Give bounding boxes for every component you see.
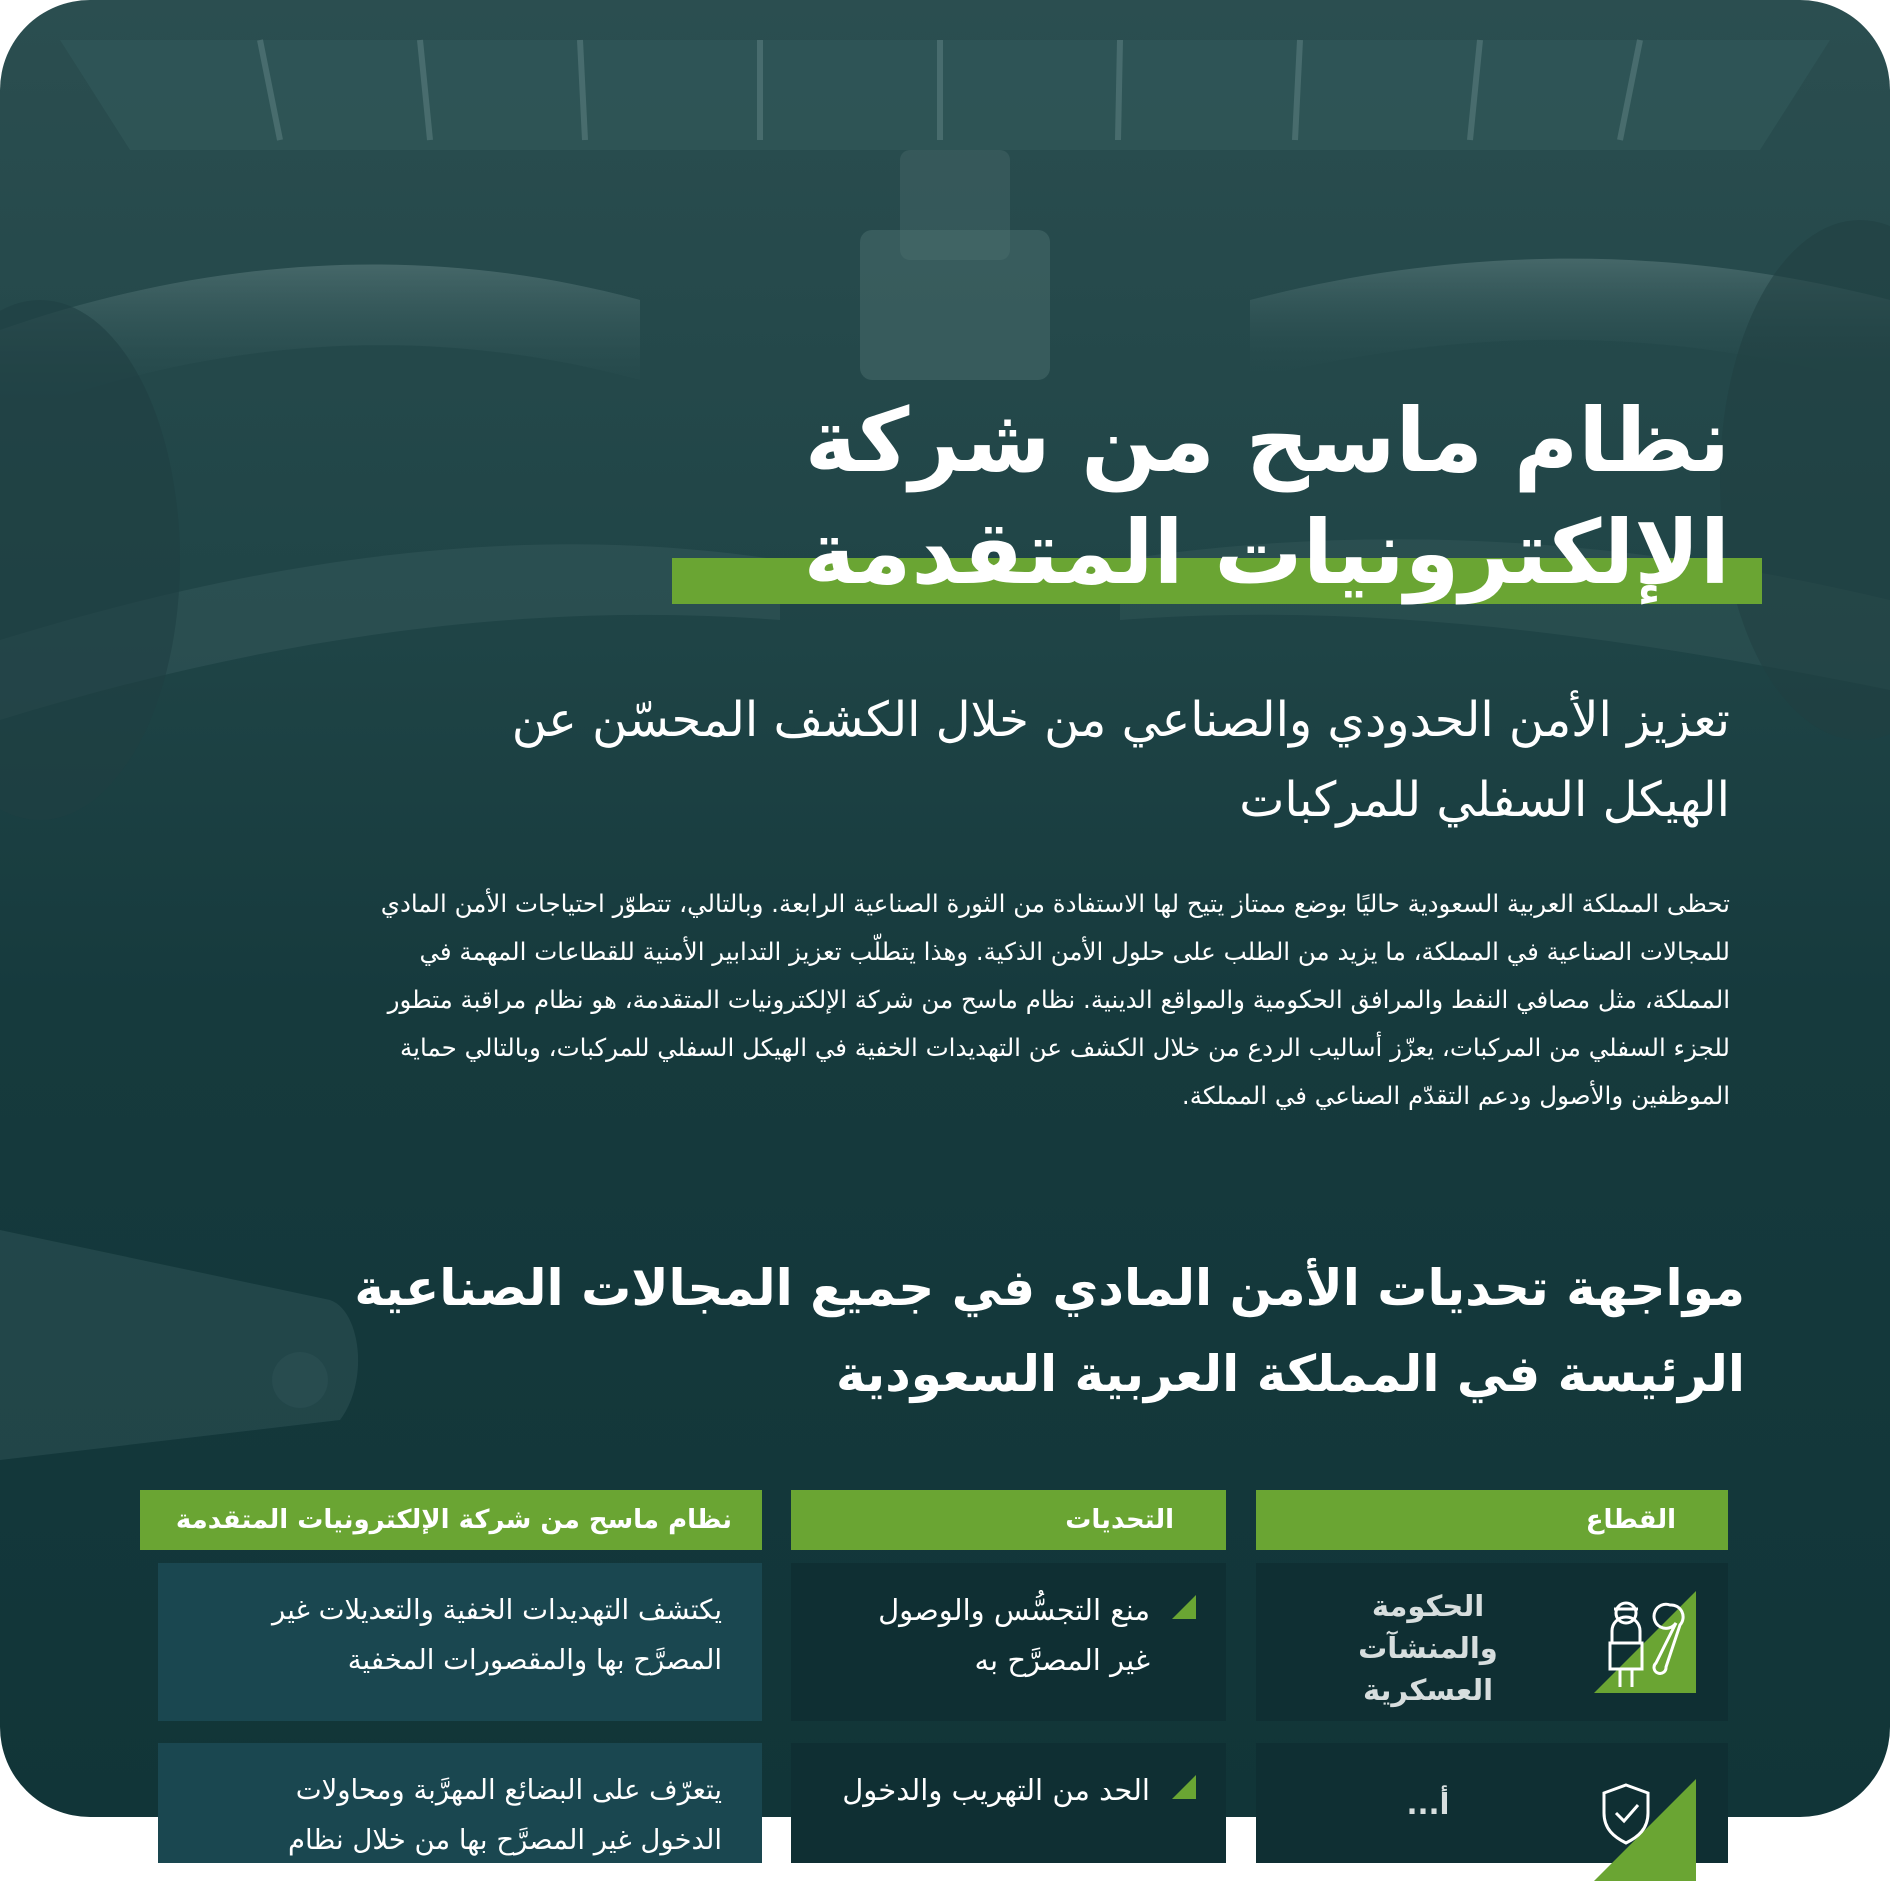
triangle-bullet-icon xyxy=(1172,1595,1196,1619)
engineer-wrench-icon xyxy=(1586,1583,1696,1693)
intro-paragraph xyxy=(130,880,1730,1120)
table-header-challenges: التحديات xyxy=(791,1490,1226,1550)
challenge-line: الحد من التهريب والدخول xyxy=(842,1773,1150,1807)
system-description xyxy=(182,1765,722,1865)
triangle-bullet-icon xyxy=(1172,1775,1196,1799)
table-cell-challenge xyxy=(791,1743,1226,1863)
system-line: يتعرّف على البضائع المهرَّبة ومحاولات xyxy=(295,1774,722,1806)
sector-label-line: أ... xyxy=(1406,1787,1450,1821)
intro-line: المملكة، مثل مصافي النفط والمرافق الحكومية والمواقع الدينية. نظام ماسح من شركة الإلكترونيات المتقدمة، هو نظام مراقبة متطور xyxy=(387,985,1730,1014)
system-line: يكتشف التهديدات الخفية والتعديلات غير xyxy=(272,1594,722,1626)
challenge-item xyxy=(816,1765,1196,1815)
title-line-1: نظام ماسح من شركة xyxy=(804,389,1730,492)
section-heading-line-2: الرئيسة في المملكة العربية السعودية xyxy=(836,1345,1745,1403)
intro-line: للمجالات الصناعية في المملكة، ما يزيد من الطلب على حلول الأمن الذكية. وهذا يتطلّب تعزيز التدابير الأمنية للقطاعات المهمة في xyxy=(419,937,1730,966)
system-line: المصرَّح بها والمقصورات المخفية xyxy=(347,1644,722,1676)
sector-label-line: العسكرية xyxy=(1362,1673,1494,1707)
sector-label xyxy=(1308,1585,1548,1711)
challenge-line: منع التجسُّس والوصول xyxy=(878,1593,1150,1627)
system-description xyxy=(182,1585,722,1685)
shield-check-icon xyxy=(1586,1771,1696,1881)
sector-label-line: الحكومة xyxy=(1371,1589,1485,1623)
table-header-sector: القطاع xyxy=(1256,1490,1728,1550)
page-subtitle xyxy=(310,680,1730,840)
table-cell-sector xyxy=(1256,1563,1728,1721)
sector-label-line: والمنشآت xyxy=(1358,1631,1498,1665)
system-line: الدخول غير المصرَّح بها من خلال نظام xyxy=(287,1824,722,1856)
section-heading xyxy=(125,1245,1745,1417)
section-heading-line-1: مواجهة تحديات الأمن المادي في جميع المجالات الصناعية xyxy=(354,1259,1745,1317)
table-header-system: نظام ماسح من شركة الإلكترونيات المتقدمة xyxy=(140,1490,762,1550)
table-cell-challenge xyxy=(791,1563,1226,1721)
subtitle-line-2: الهيكل السفلي للمركبات xyxy=(1239,772,1730,828)
intro-line: للجزء السفلي من المركبات، يعزّز أساليب الردع من خلال الكشف عن التهديدات الخفية في الهيكل السفلي للمركبات، وبالتالي حماية xyxy=(400,1033,1730,1062)
table-cell-sector xyxy=(1256,1743,1728,1863)
challenge-item xyxy=(816,1585,1196,1685)
title-line-2: الإلكترونيات المتقدمة xyxy=(803,501,1730,604)
sector-label xyxy=(1308,1783,1548,1825)
page-title xyxy=(530,385,1730,609)
table-cell-system xyxy=(158,1743,762,1863)
subtitle-line-1: تعزيز الأمن الحدودي والصناعي من خلال الكشف المحسّن عن xyxy=(511,692,1730,748)
intro-line: الموظفين والأصول ودعم التقدّم الصناعي في المملكة. xyxy=(1181,1081,1730,1110)
challenge-line: غير المصرَّح به xyxy=(974,1643,1150,1677)
intro-line: تحظى المملكة العربية السعودية حاليًا بوضع ممتاز يتيح لها الاستفادة من الثورة الصناعية الرابعة. وبالتالي، تتطوّر احتياجات الأمن المادي xyxy=(380,889,1730,918)
table-cell-system xyxy=(158,1563,762,1721)
